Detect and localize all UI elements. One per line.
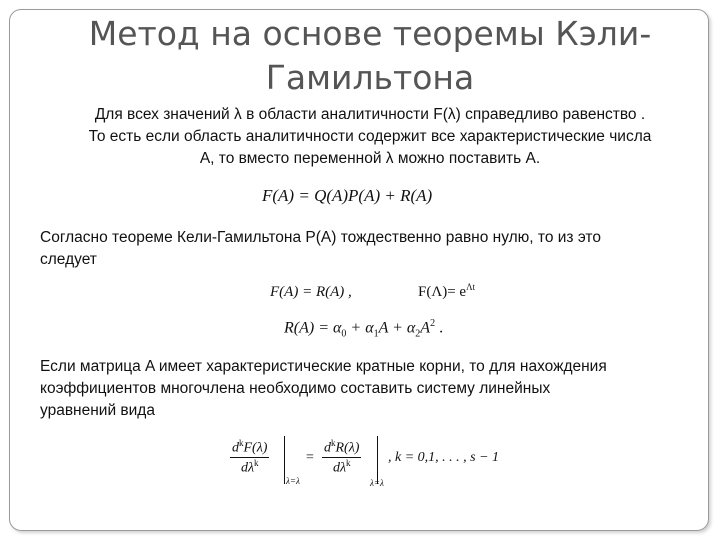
slide-title: [60, 12, 680, 100]
title-line-1: Метод на основе теоремы Кэли-: [88, 14, 652, 53]
formula-4-a0: 0: [341, 328, 347, 340]
formula-4-power: 2: [430, 318, 436, 329]
paragraph-1-line-3: A, то вместо переменной λ можно поставить A.: [199, 150, 541, 167]
rhs-den-power: k: [346, 457, 351, 468]
rhs-den: dλ: [332, 460, 347, 476]
formula-4-mid3: A: [420, 319, 431, 337]
lhs-d-power: k: [239, 438, 244, 448]
paragraph-1: [40, 104, 700, 170]
formula-5-rhs-fraction: [322, 438, 361, 476]
formula-4-mid1: + α: [346, 319, 374, 337]
formula-5-lhs-eval-bar: [284, 436, 285, 484]
formula-5-lhs-fraction: [230, 438, 269, 476]
formula-2: [270, 284, 352, 301]
paragraph-3-line-1: Если матрица A имеет характеристические кратные корни, то для нахождения: [40, 358, 607, 375]
lhs-den: dλ: [240, 460, 255, 476]
lhs-den-power: k: [254, 457, 259, 468]
formula-5-lhs-condition: λ=λ: [286, 476, 300, 486]
paragraph-3: [40, 356, 690, 422]
formula-1: [262, 186, 432, 206]
formula-1-text: F(A) = Q(A)P(A) + R(A): [262, 186, 433, 205]
formula-5-rhs-denominator: [322, 458, 361, 477]
title-line-2: Гамильтона: [265, 58, 475, 97]
formula-5: [230, 438, 530, 490]
formula-3: [418, 282, 475, 301]
formula-5-rhs-condition: λ=λ: [370, 478, 384, 488]
formula-3-base: F(Λ)= e: [418, 284, 467, 300]
formula-5-lhs-denominator: [230, 458, 269, 477]
formula-5-rhs-eval-bar: [377, 436, 378, 484]
formula-5-equals: =: [306, 450, 314, 465]
formula-4-mid2: A + α: [378, 319, 416, 337]
formula-4-end: .: [435, 319, 444, 337]
lhs-d: d: [232, 440, 239, 456]
formula-5-rhs-numerator: [322, 438, 361, 458]
paragraph-3-line-3: уравнений вида: [40, 402, 155, 419]
formula-4-a2: 2: [415, 328, 421, 340]
formula-2-text: F(A) = R(A) ,: [270, 284, 352, 300]
paragraph-1-line-2: То есть если область аналитичности содержит все характеристические числа: [88, 128, 652, 145]
paragraph-2: [40, 227, 690, 271]
formula-4: [284, 318, 443, 340]
paragraph-3-line-2: коэффициентов многочлена необходимо составить систему линейных: [40, 380, 551, 397]
formula-4-a1: 1: [373, 328, 379, 340]
paragraph-1-line-1: Для всех значений λ в области аналитичности F(λ) справедливо равенство .: [94, 106, 646, 123]
formula-5-lhs-numerator: [230, 438, 269, 458]
rhs-d: d: [324, 440, 331, 456]
formula-3-exponent: Λt: [466, 282, 476, 292]
paragraph-2-line-2: следует: [40, 251, 97, 268]
rhs-d-power: k: [331, 438, 336, 448]
formula-4-lhs: R(A) = α: [284, 319, 342, 337]
paragraph-2-line-1: Согласно теореме Кели-Гамильтона P(A) тождественно равно нулю, то из это: [40, 229, 601, 246]
rhs-function: R(λ): [335, 440, 360, 456]
formula-5-tail: , k = 0,1, . . . , s − 1: [388, 450, 500, 465]
lhs-function: F(λ): [243, 440, 268, 456]
